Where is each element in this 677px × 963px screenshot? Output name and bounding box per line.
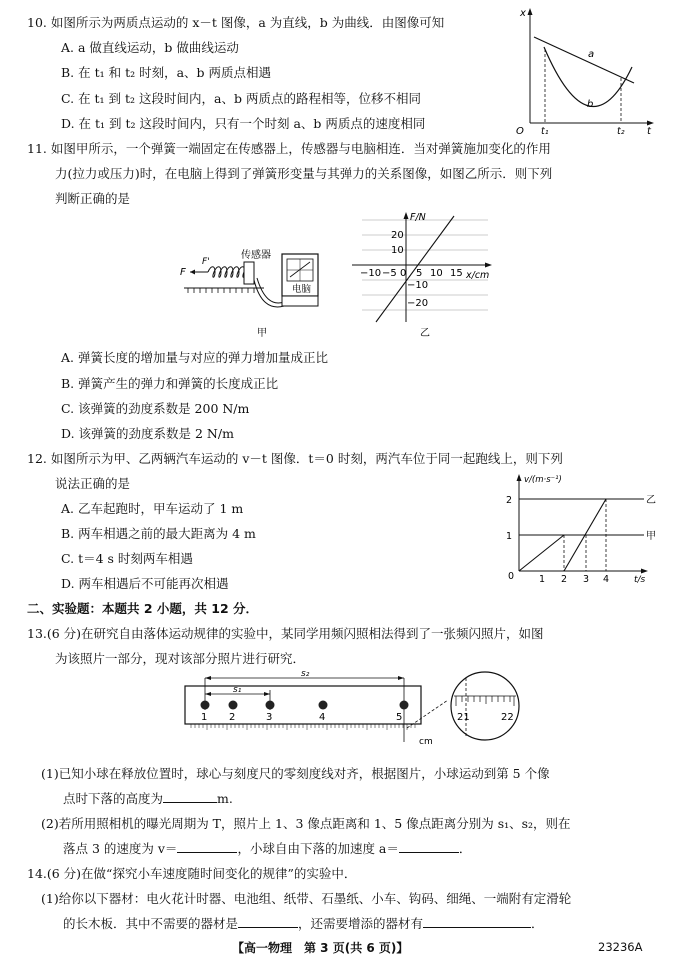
q10-t-arrow xyxy=(647,121,654,126)
q10-label-b: b xyxy=(587,99,594,110)
q13-point-1: 1 xyxy=(201,712,208,723)
q12-label-yi: 乙 xyxy=(646,495,656,506)
q13-answer-blank-height[interactable] xyxy=(163,802,217,803)
q11-x-tick-10: 10 xyxy=(430,268,443,279)
q14-stem: 14.(6 分)在做“探究小车速度随时间变化的规律”的实验中． xyxy=(27,866,357,881)
q13-part2-text-c: ． xyxy=(458,841,472,856)
q13-point-3: 3 xyxy=(266,712,273,723)
q10-y-arrow xyxy=(528,8,533,15)
q13-point-2: 2 xyxy=(229,712,236,723)
q11-y-tick-20: 20 xyxy=(391,230,404,241)
q12-vt-graph xyxy=(502,470,662,585)
q10-xt-graph xyxy=(508,5,658,140)
q10-x-label: x xyxy=(520,8,526,19)
q13-s1-label: s₁ xyxy=(233,685,242,695)
q13-answer-blank-velocity[interactable] xyxy=(177,852,237,853)
q13-part2-text-a: 落点 3 的速度为 v＝ xyxy=(63,841,178,856)
q10-label-a: a xyxy=(588,49,595,60)
q13-part1-line1: (1)已知小球在释放位置时，球心与刻度尺的零刻度线对齐，根据图片，小球运动到第 5 个像 xyxy=(41,766,550,781)
q13-ruler-ticks xyxy=(191,724,415,730)
q13-part1-prefix: 点时下落的高度为 xyxy=(63,791,164,806)
q14-part1-text-c: ． xyxy=(531,916,544,931)
q12-t-label: t/s xyxy=(634,575,646,585)
q12-origin: 0 xyxy=(508,571,515,582)
q11-option-d: D. 该弹簧的劲度系数是 2 N/m xyxy=(61,426,234,441)
q11-option-a: A. 弹簧长度的增加量与对应的弹力增加量成正比 xyxy=(61,350,328,365)
q13-ball-3 xyxy=(266,701,275,710)
q12-x-tick-2: 2 xyxy=(561,574,568,585)
q12-label-jia: 甲 xyxy=(646,531,656,542)
q11-spring xyxy=(208,267,245,278)
q12-line-jia xyxy=(519,535,606,571)
q10-t-axis-label: t xyxy=(647,126,651,137)
q11-figure-jia xyxy=(178,232,328,340)
q13-unit-cm: cm xyxy=(419,737,433,747)
footer-page-title: 【高一物理 第 3 页(共 6 页)】 xyxy=(232,941,409,955)
q10-origin: O xyxy=(516,126,524,137)
q13-stem-line1: 13.(6 分)在研究自由落体运动规律的实验中，某同学用频闪照相法得到了一张频闪照片，如图 xyxy=(27,626,544,641)
q11-computer-label: 电脑 xyxy=(292,284,312,295)
q12-option-d: D. 两车相遇后不可能再次相遇 xyxy=(61,576,229,591)
q10-option-c: C. 在 t₁ 到 t₂ 这段时间内，a、b 两质点的路程相等，位移不相同 xyxy=(61,91,421,106)
q11-sensor-label: 传感器 xyxy=(241,250,271,261)
q14-answer-blank-unneeded[interactable] xyxy=(238,927,298,928)
q11-y-tick-neg20: −20 xyxy=(407,298,429,309)
section-2-heading: 二、实验题：本题共 2 小题，共 12 分． xyxy=(27,601,259,616)
q11-option-c: C. 该弹簧的劲度系数是 200 N/m xyxy=(61,401,250,416)
q10-option-d: D. 在 t₁ 到 t₂ 这段时间内，只有一个时刻 a、b 两质点的速度相同 xyxy=(61,116,426,131)
q11-x-tick-15: 15 xyxy=(450,268,463,279)
q12-option-a: A. 乙车起跑时，甲车运动了 1 m xyxy=(61,501,244,516)
q13-part2-line1: (2)若所用照相机的曝光周期为 T，照片上 1、3 像点距离和 1、5 像点距离分别为 s₁、s₂，则在 xyxy=(41,816,571,831)
q14-part1-line2 xyxy=(63,914,544,932)
q12-stem-line2: 说法正确的是 xyxy=(55,476,131,491)
q13-ball-2 xyxy=(229,701,238,710)
q12-y-tick-2: 2 xyxy=(506,495,513,506)
q14-part1-line1: (1)给你以下器材：电火花计时器、电池组、纸带、石墨纸、小车、钩码、细绳、一端附有定滑轮 xyxy=(41,891,572,906)
q13-ruler-body xyxy=(185,686,421,724)
q13-mag-right: 22 xyxy=(501,712,514,723)
q13-s2-label: s₂ xyxy=(301,670,310,679)
q11-y-label: F/N xyxy=(410,212,426,223)
q11-y-tick-10: 10 xyxy=(391,245,404,256)
q12-option-b: B. 两车相遇之前的最大距离为 4 m xyxy=(61,526,256,541)
q13-point-5: 5 xyxy=(396,712,403,723)
q11-caption-yi: 乙 xyxy=(420,328,430,339)
q14-part1-text-a: 的长木板．其中不需要的器材是 xyxy=(63,916,239,931)
q13-ball-1 xyxy=(201,701,210,710)
q13-magnifier xyxy=(451,672,519,740)
q11-stem-line1: 11. 如图甲所示，一个弹簧一端固定在传感器上，传感器与电脑相连．当对弹簧施加变化的作用 xyxy=(27,141,551,156)
q10-option-b: B. 在 t₁ 和 t₂ 时刻，a、b 两质点相遇 xyxy=(61,65,272,80)
q13-part1-line2 xyxy=(63,789,233,807)
q11-y-tick-neg10: −10 xyxy=(407,280,429,291)
q14-part1-text-b: ，还需要增添的器材有 xyxy=(298,916,424,931)
q13-stem-line2: 为该照片一部分，现对该部分照片进行研究． xyxy=(55,651,306,666)
q10-t2-label: t₂ xyxy=(617,126,625,137)
q11-x-tick-0: 0 xyxy=(400,268,407,279)
q13-ball-4 xyxy=(319,701,328,710)
q13-part2-text-b: ，小球自由下落的加速度 a＝ xyxy=(237,841,399,856)
q12-stem-line1: 12. 如图所示为甲、乙两辆汽车运动的 v－t 图像．t＝0 时刻，两汽车位于同一起跑线上，则下列 xyxy=(27,451,563,466)
q10-line-a xyxy=(534,37,634,83)
q10-option-a: A. a 做直线运动，b 做曲线运动 xyxy=(61,40,239,55)
q13-answer-blank-acceleration[interactable] xyxy=(399,852,459,853)
q11-stem-line2: 力(拉力或压力)时，在电脑上得到了弹簧形变量与其弹力的关系图像，如图乙所示．则下列 xyxy=(55,166,553,181)
q11-x-label: x/cm xyxy=(466,270,490,281)
q11-x-tick-neg10: −10 xyxy=(360,268,382,279)
q11-x-tick-5: 5 xyxy=(416,268,423,279)
q12-option-c: C. t＝4 s 时刻两车相遇 xyxy=(61,551,193,566)
q11-force-label: F xyxy=(180,267,186,278)
q12-x-tick-4: 4 xyxy=(603,574,610,585)
q11-caption-jia: 甲 xyxy=(257,328,267,339)
q11-x-tick-neg5: −5 xyxy=(382,268,397,279)
q10-t1-label: t₁ xyxy=(541,126,549,137)
q14-answer-blank-needed[interactable] xyxy=(423,927,531,928)
q12-v-label: v/(m·s⁻¹) xyxy=(524,475,562,485)
q11-force2-label: F' xyxy=(202,257,210,267)
q10-stem: 10. 如图所示为两质点运动的 x－t 图像，a 为直线，b 为曲线．由图像可知 xyxy=(27,15,445,30)
q12-x-tick-1: 1 xyxy=(539,574,546,585)
q11-figure-yi xyxy=(348,210,498,340)
q13-part2-line2 xyxy=(63,839,471,857)
q13-figure xyxy=(183,670,528,752)
q13-point-4: 4 xyxy=(319,712,326,723)
q13-mag-left: 21 xyxy=(457,712,470,723)
q13-ball-5 xyxy=(400,701,409,710)
q11-option-b: B. 弹簧产生的弹力和弹簧的长度成正比 xyxy=(61,376,279,391)
q12-x-tick-3: 3 xyxy=(583,574,590,585)
footer-code: 23236A xyxy=(598,940,643,954)
q12-y-tick-1: 1 xyxy=(506,531,513,542)
q11-sensor-box xyxy=(244,262,254,284)
q13-part1-unit: m. xyxy=(217,791,233,806)
q11-stem-line3: 判断正确的是 xyxy=(55,191,131,206)
